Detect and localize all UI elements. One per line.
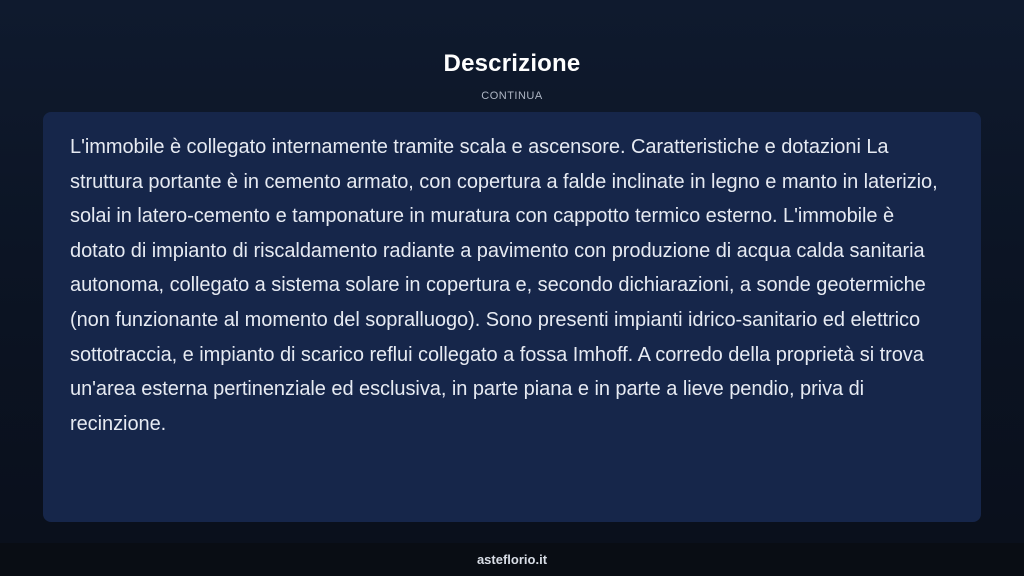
continue-label: CONTINUA xyxy=(481,90,543,102)
footer-site-label: asteflorio.it xyxy=(476,552,548,567)
page-title: Descrizione xyxy=(443,50,581,77)
footer-bar xyxy=(0,543,1024,576)
description-card xyxy=(43,112,981,522)
description-text: L'immobile è collegato internamente tramite scala e ascensore. Caratteristiche e dotazioni La struttura portante è in cemento armato, con copertura a falde inclinate in legno e manto in laterizio, solai in latero-cemento e tamponature in muratura con cappotto termico esterno. L'immobile è dotato di impianto di riscaldamento radiante a pavimento con produzione di acqua calda sanitaria autonoma, collegato a sistema solare in copertura e, secondo dichiarazioni, a sonde geotermiche (non funzionante al momento del sopralluogo). Sono presenti impianti idrico-sanitario ed elettrico sottotraccia, e impianto di scarico reflui collegato a fossa Imhoff. A corredo della proprietà si trova un'area esterna pertinenziale ed esclusiva, in parte piana e in parte a lieve pendio, priva di recinzione. xyxy=(70,136,938,435)
